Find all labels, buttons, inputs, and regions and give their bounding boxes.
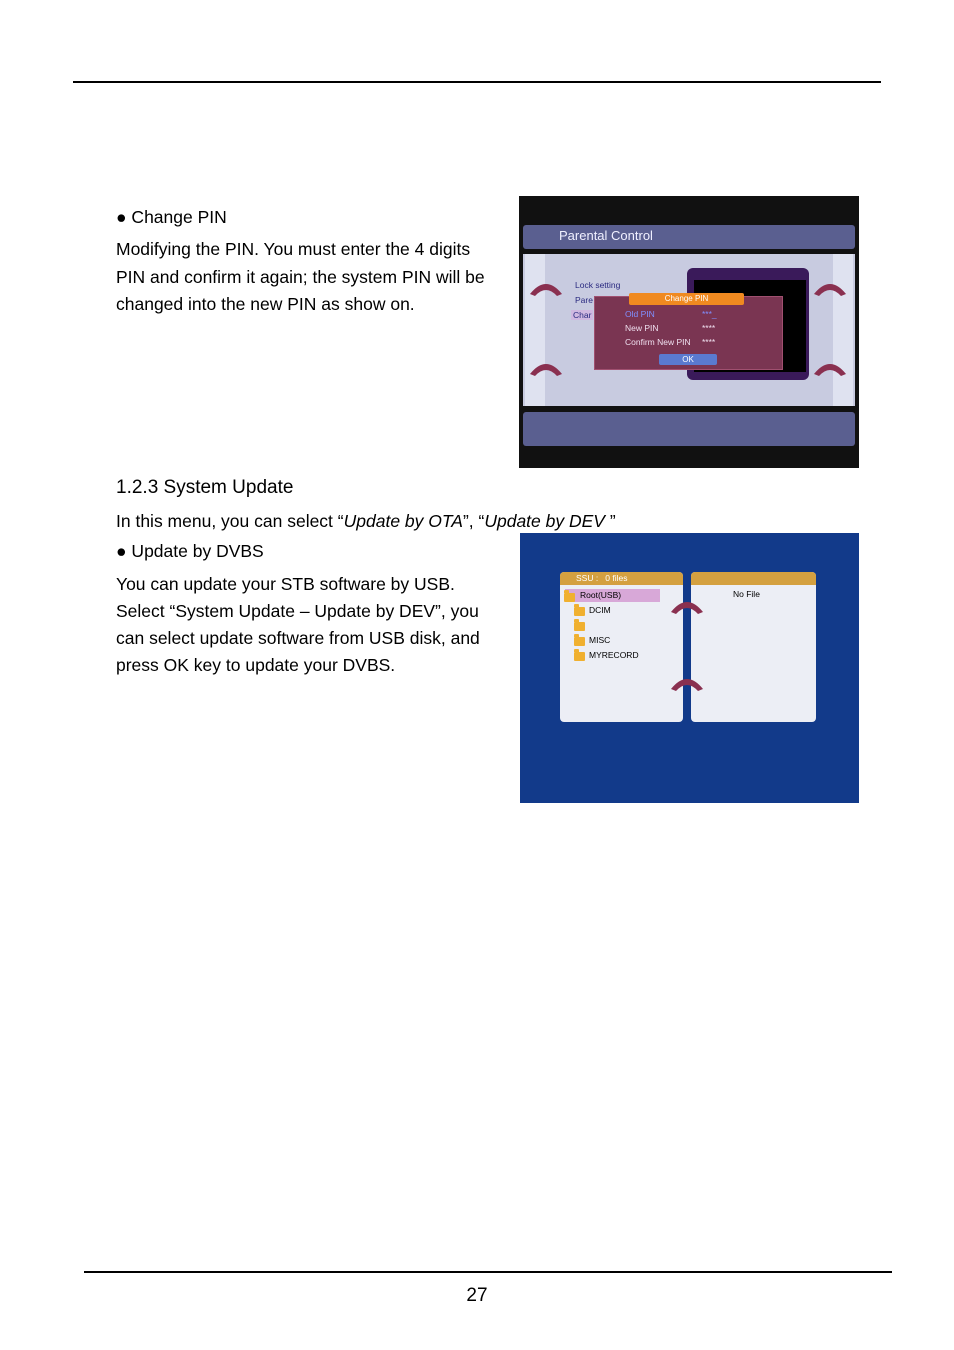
footer-rule [84,1271,892,1273]
intro-mid: ”, “ [462,511,485,531]
change-pin-dialog-title: Change PIN [629,293,744,305]
folder-icon [574,622,585,631]
page-number: 27 [466,1285,488,1306]
header-rule [73,81,881,83]
folder-icon [574,652,585,661]
update-line-4: press OK key to update your DVBS. [116,655,396,675]
open-folder-icon [564,593,575,602]
phone-icon [527,358,565,378]
intro-post: ” [604,511,616,531]
intro-dev: Update by DEV [484,511,605,531]
old-pin-label: Old PIN [625,309,655,319]
change-pin-line-2: PIN and confirm it again; the system PIN will be [116,267,485,287]
update-line-2: Select “System Update – Update by DEV”, you [116,601,479,621]
change-pin-line-3: changed into the new PIN as show on. [116,294,415,314]
right-pillar [833,254,853,406]
update-line-1: You can update your STB software by USB. [116,574,455,594]
system-update-screenshot [520,533,859,803]
file-item-misc[interactable]: MISC [589,635,611,645]
parental-title-bar [523,225,855,249]
confirm-pin-value: **** [702,337,716,347]
file-info-header [691,572,816,585]
update-dvbs-bullet: ● Update by DVBS [116,541,264,561]
ssu-file-count: SSU : 0 files [576,573,628,583]
file-item-root[interactable]: Root(USB) [580,590,622,600]
intro-ota: Update by OTA [343,511,463,531]
phone-icon [527,278,565,298]
system-update-heading: 1.2.3 System Update [116,477,294,498]
phone-icon [668,673,706,693]
no-file-text: No File [733,589,760,599]
change-pin-bullet: ● Change PIN [116,207,227,227]
parental-title: Parental Control [559,228,653,243]
folder-icon [574,607,585,616]
new-pin-value: **** [702,323,716,333]
system-update-intro [116,508,616,536]
left-pillar [525,254,545,406]
phone-icon [811,278,849,298]
change-pin-line-1: Modifying the PIN. You must enter the 4 digits [116,239,471,259]
intro-pre: In this menu, you can select “ [116,511,344,531]
menu-change-pin: Char [573,310,592,320]
new-pin-label: New PIN [625,323,659,333]
parental-footer-bar [523,412,855,446]
file-list-header [560,572,683,585]
old-pin-value: ***_ [702,309,717,319]
parental-control-screenshot [519,196,859,468]
file-item-dcim[interactable]: DCIM [589,605,611,615]
ok-button[interactable]: OK [659,354,717,365]
menu-lock-setting: Lock setting [575,280,621,290]
menu-parental: Pare [575,295,593,305]
folder-icon [574,637,585,646]
phone-icon [668,596,706,616]
phone-icon [811,358,849,378]
confirm-pin-label: Confirm New PIN [625,337,691,347]
file-item-myrecord[interactable]: MYRECORD [589,650,639,660]
update-line-3: can select update software from USB disk, and [116,628,480,648]
